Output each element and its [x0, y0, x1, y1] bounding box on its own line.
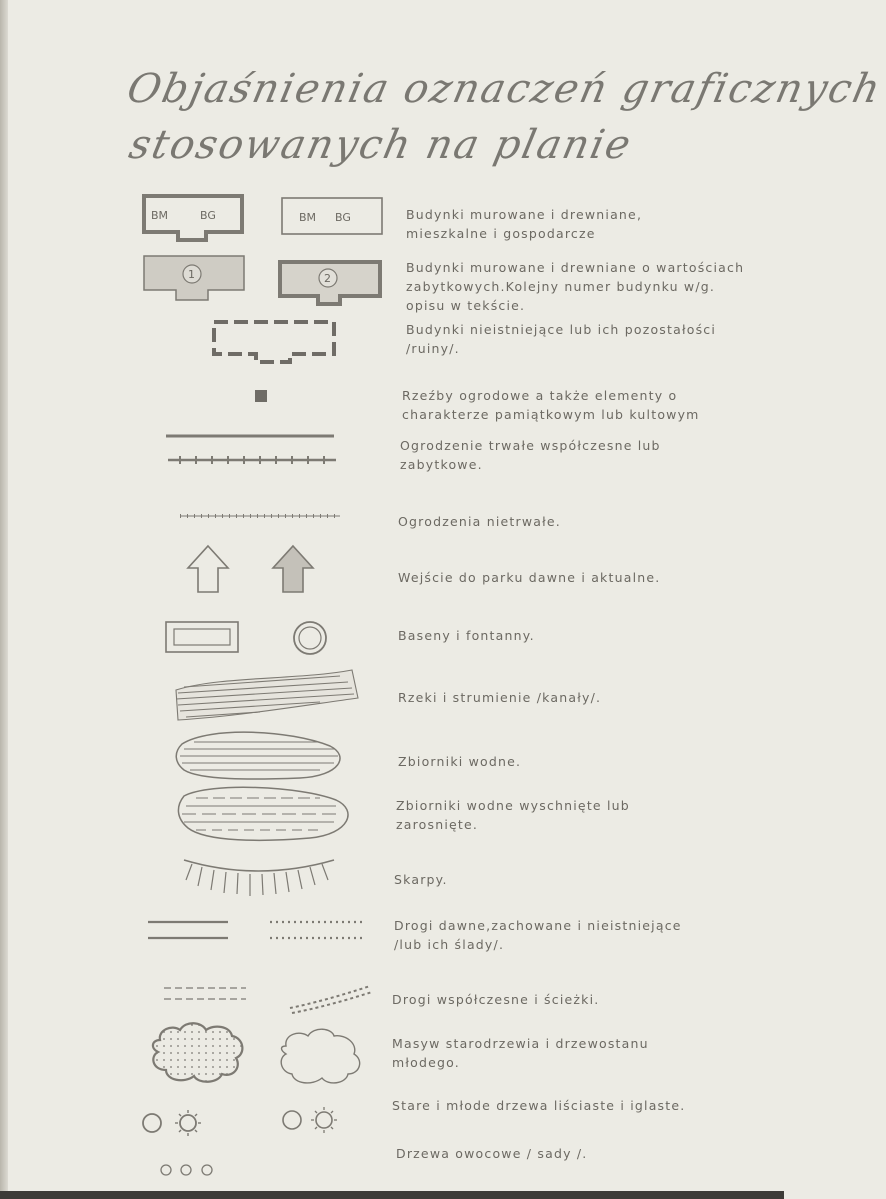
historic-building-masonry-symbol	[144, 256, 244, 300]
legend-text-escarpments: Skarpy.	[394, 872, 448, 887]
escarpment-symbol	[184, 860, 334, 896]
fountain-symbol	[294, 622, 326, 654]
historic-building-number-1: 1	[188, 268, 195, 281]
legend-text-old-roads: Drogi dawne,zachowane i nieistniejące /lub ich ślady/.	[394, 918, 682, 952]
deciduous-trees-icon	[143, 1110, 201, 1136]
building-wooden-bg-label: BG	[335, 211, 351, 224]
legend-text-permanent-fences: Ogrodzenie trwałe współczesne lub zabytkowe.	[400, 438, 661, 472]
young-tree-stand-symbol	[281, 1029, 359, 1083]
entrance-current-icon	[273, 546, 313, 592]
legend-text-fruit-trees: Drzewa owocowe / sady /.	[396, 1146, 588, 1161]
legend-text-sculptures: Rzeźby ogrodowe a także elementy o charakterze pamiątkowym lub kultowym	[402, 388, 700, 422]
modern-road-symbol	[164, 988, 246, 999]
legend-text-park-entrance: Wejście do parku dawne i aktualne.	[398, 570, 661, 585]
building-wooden-bm-label: BM	[299, 211, 317, 224]
water-reservoir-symbol	[176, 732, 340, 779]
old-road-symbol	[148, 922, 228, 938]
old-tree-stand-symbol	[153, 1023, 242, 1082]
river-symbol	[176, 670, 358, 720]
sculpture-symbol	[255, 390, 267, 402]
legend-text-ruins: Budynki nieistniejące lub ich pozostałości /ruiny/.	[406, 322, 717, 356]
pool-symbol	[166, 622, 238, 652]
legend-text-rivers: Rzeki i strumienie /kanały/.	[398, 690, 602, 705]
legend-text-old-trees: Masyw starodrzewia i drzewostanu młodego.	[392, 1036, 649, 1070]
legend-title-line-1: Objaśnienia oznaczeń graficznych	[123, 66, 886, 112]
legend-title-line-2: stosowanych na planie	[125, 122, 637, 168]
coniferous-trees-icon	[283, 1107, 337, 1133]
historic-building-wooden-symbol	[280, 262, 380, 304]
page-bottom-edge	[0, 1191, 784, 1199]
path-symbol	[290, 986, 372, 1013]
legend-text-modern-roads: Drogi współczesne i ścieżki.	[392, 992, 600, 1007]
vanished-road-symbol	[270, 922, 362, 938]
legend-text-pools-fountains: Baseny i fontanny.	[398, 628, 535, 643]
ruins-symbol	[214, 322, 334, 362]
permanent-fence-symbol	[166, 436, 336, 464]
fruit-trees-icon	[161, 1165, 212, 1175]
building-wooden-symbol	[282, 198, 382, 234]
legend-text-single-trees: Stare i młode drzewa liściaste i iglaste.	[392, 1098, 686, 1113]
building-masonry-bm-label: BM	[151, 209, 169, 222]
legend-text-water-reservoirs: Zbiorniki wodne.	[398, 754, 522, 769]
legend-text-temporary-fences: Ogrodzenia nietrwałe.	[398, 514, 561, 529]
building-masonry-bg-label: BG	[200, 209, 216, 222]
legend-text-dried-reservoirs: Zbiorniki wodne wyschnięte lub zarosnięte.	[396, 798, 630, 832]
legend-text-historic-buildings: Budynki murowane i drewniane o wartościach zabytkowych.Kolejny numer budynku w/g. opisu w tekście.	[406, 260, 745, 313]
legend-text-buildings: Budynki murowane i drewniane, mieszkalne i gospodarcze	[406, 207, 643, 241]
historic-building-number-2: 2	[324, 272, 331, 285]
building-masonry-symbol	[144, 196, 242, 240]
entrance-old-icon	[188, 546, 228, 592]
dried-reservoir-symbol	[178, 787, 348, 840]
